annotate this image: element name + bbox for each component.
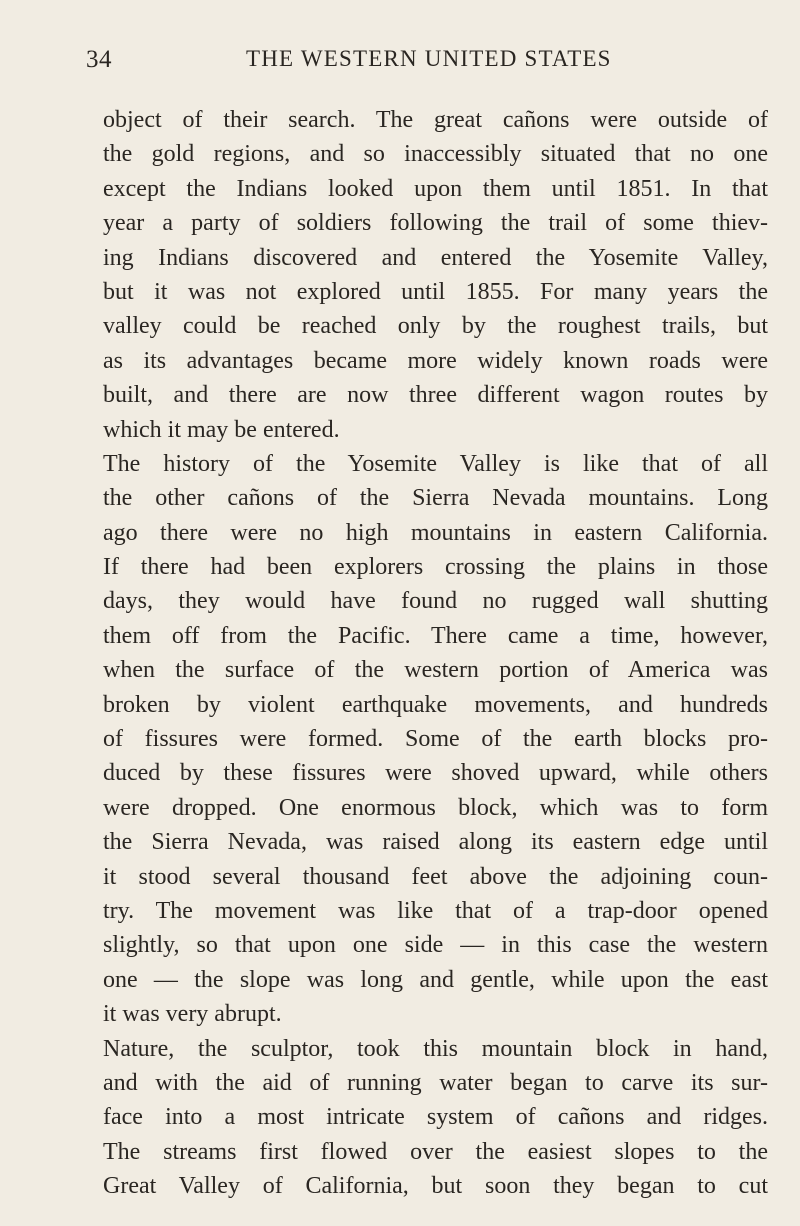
text-line: The history of the Yosemite Valley is like that of all — [103, 450, 768, 477]
paragraph-end-line: which it may be entered. — [103, 416, 340, 443]
text-line: built, and there are now three different wagon routes by — [103, 382, 768, 409]
text-line: ing Indians discovered and entered the Yosemite Valley, — [103, 244, 768, 271]
text-line: valley could be reached only by the roughest trails, but — [103, 313, 768, 340]
text-line: and with the aid of running water began to carve its sur- — [103, 1069, 768, 1096]
text-line: one — the slope was long and gentle, while upon the east — [103, 966, 768, 993]
running-head-title: THE WESTERN UNITED STATES — [246, 46, 612, 71]
running-head — [86, 46, 768, 78]
text-line: The streams first flowed over the easiest slopes to the — [103, 1138, 768, 1165]
text-line: ago there were no high mountains in eastern California. — [103, 519, 768, 546]
text-line: Nature, the sculptor, took this mountain block in hand, — [103, 1035, 768, 1062]
text-line: object of their search. The great cañons were outside of — [103, 107, 768, 133]
text-line: when the surface of the western portion of America was — [103, 657, 768, 684]
text-line: face into a most intricate system of cañons and ridges. — [103, 1104, 768, 1131]
text-line: Great Valley of California, but soon they began to cut — [103, 1173, 768, 1200]
text-line: of fissures were formed. Some of the earth blocks pro- — [103, 726, 768, 753]
text-line: try. The movement was like that of a trap-door opened — [103, 897, 768, 924]
text-line: as its advantages became more widely known roads were — [103, 347, 768, 374]
text-line: slightly, so that upon one side — in this case the western — [103, 932, 768, 959]
text-line: the other cañons of the Sierra Nevada mountains. Long — [103, 485, 768, 512]
text-line: but it was not explored until 1855. For many years the — [103, 278, 768, 305]
text-line: it stood several thousand feet above the adjoining coun- — [103, 863, 768, 890]
paragraph-end-line: it was very abrupt. — [103, 1001, 282, 1028]
text-line: year a party of soldiers following the trail of some thiev- — [103, 210, 768, 237]
text-line: were dropped. One enormous block, which was to form — [103, 794, 768, 821]
text-line: broken by violent earthquake movements, and hundreds — [103, 691, 768, 718]
text-line: the gold regions, and so inaccessibly situated that no one — [103, 141, 768, 168]
text-line: except the Indians looked upon them until 1851. In that — [103, 175, 768, 202]
text-line: duced by these fissures were shoved upward, while others — [103, 760, 768, 787]
text-line: the Sierra Nevada, was raised along its eastern edge until — [103, 829, 768, 856]
body-text — [103, 103, 768, 1204]
text-line: them off from the Pacific. There came a time, however, — [103, 622, 768, 649]
page-number: 34 — [86, 46, 112, 73]
text-line: If there had been explorers crossing the plains in those — [103, 554, 768, 581]
text-line: days, they would have found no rugged wall shutting — [103, 588, 768, 615]
